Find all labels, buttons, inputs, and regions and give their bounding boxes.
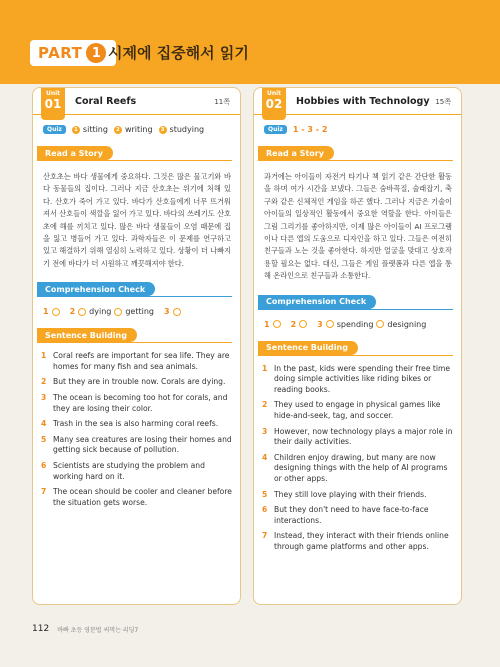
part-title: 시제에 집중해서 읽기 [108, 44, 249, 62]
check-item: 2 [291, 320, 308, 329]
unit-card-01 [32, 87, 241, 605]
unit-header [254, 88, 461, 115]
list-item: 7 The ocean should be cooler and cleaner before the situation gets worse. [41, 487, 232, 507]
section-divider [37, 160, 232, 161]
list-item: 3 The ocean is becoming too hot for corals, and they are losing their color. [41, 393, 228, 413]
footer-title: 바빠 초등 영문법 써먹는 리딩7 [57, 626, 139, 634]
unit-word: Unit [45, 90, 61, 97]
unit-badge [41, 88, 65, 120]
unit-badge [262, 88, 286, 120]
section-divider [37, 296, 232, 297]
story-translation: 산호초는 바다 생물에게 중요하다. 그것은 많은 물고기와 바다 동물들의 집이다. 그러나 지금 산호초는 위기에 처해 있다. 산호가 죽어 가고 있다. 바다가 산호들에게 너무 뜨거워져서 산호들이 색깔을 잃어 가고 있다. 바다의 쓰레기도 산호초에 해를 끼치고 있다. 많은 바다 생물들이 오염 때문에 집을 잃고 병들어 가고 있다. 과학자들은 이 문제를 연구하고 있고 해결하기 위해 열심히 노력하고 있다. 상황이 더 나빠지기 전에 바다가 더 시원하고 깨끗해져야 한다. [43, 172, 231, 268]
section-divider [258, 355, 453, 356]
quiz-option: 2 writing [114, 125, 153, 134]
comprehension-answers [264, 320, 461, 329]
part-word: PART [38, 44, 83, 62]
unit-card-02 [253, 87, 462, 605]
sentence-list [262, 364, 453, 553]
part-badge [30, 40, 116, 66]
list-item: 5 They still love playing with their friends. [262, 489, 427, 499]
story-translation: 과거에는 아이들이 자전거 타기나 책 읽기 같은 간단한 활동을 하며 여가 시간을 보냈다. 그들은 숨바꼭질, 술래잡기, 축구와 같은 신체적인 게임을 하곤 했다. 그러나 지금은 기술이 아이들의 일상적인 활동에서 중요한 역할을 한다. 아이들은 그림 그리기를 좋아하지만, 이제 많은 아이들이 AI 프로그램이나 다른 앱의 도움으로 디자인을 하고 있다. 그들은 여전히 친구들과 노는 것을 좋아한다. 하지만 얼굴을 맞대고 상호작용할 필요는 없다. 대신, 그들은 게임 플랫폼과 다른 앱을 통해 온라인으로 친구들과 소통한다. [264, 172, 452, 281]
list-item: 1 In the past, kids were spending their free time doing simple activities like riding bikes or reading books. [262, 363, 451, 394]
section-divider [258, 160, 453, 161]
quiz-answers [43, 125, 240, 134]
unit-page-ref: 11쪽 [214, 98, 230, 106]
quiz-option: 1 sitting [72, 125, 108, 134]
list-item: 6 Scientists are studying the problem and working hard on it. [41, 461, 205, 481]
list-item: 4 Children enjoy drawing, but many are now designing things with the help of AI programs or other apps. [262, 452, 448, 483]
unit-header [33, 88, 240, 115]
list-item: 2 But they are in trouble now. Corals are dying. [41, 377, 226, 387]
list-item: 2 They used to engage in physical games like hide-and-seek, tag, and soccer. [262, 400, 441, 421]
sentence-building-heading: Sentence Building [258, 341, 358, 355]
read-story-heading: Read a Story [258, 146, 334, 160]
read-story-heading: Read a Story [37, 146, 113, 160]
comprehension-check-heading: Comprehension Check [258, 295, 376, 309]
quiz-answers [264, 125, 461, 134]
unit-title: Coral Reefs [75, 95, 137, 107]
list-item: 1 Coral reefs are important for sea life. They are homes for many fish and sea animals. [41, 351, 230, 371]
list-item: 5 Many sea creatures are losing their homes and getting sick because of pollution. [41, 434, 232, 455]
unit-number: 01 [44, 97, 62, 111]
unit-number: 02 [265, 97, 283, 111]
list-item: 7 Instead, they interact with their friends online through game platforms and other apps. [262, 531, 449, 551]
unit-page-ref: 15쪽 [435, 98, 451, 106]
check-item: 3 [164, 307, 181, 316]
quiz-sequence: 1 - 3 - 2 [292, 125, 328, 134]
check-item: 1 [43, 307, 60, 316]
quiz-badge: Quiz [264, 125, 287, 134]
sentence-building-heading: Sentence Building [37, 328, 137, 342]
check-item: 3 spending designing [317, 319, 427, 329]
sentence-list [41, 351, 232, 508]
check-item: 2 dying getting [69, 307, 154, 317]
comprehension-check-heading: Comprehension Check [37, 282, 155, 296]
comprehension-answers [43, 307, 240, 316]
part-number: 1 [86, 43, 106, 63]
page-footer [32, 624, 138, 634]
check-item: 1 [264, 320, 281, 329]
unit-title: Hobbies with Technology [296, 95, 430, 107]
quiz-badge: Quiz [43, 125, 66, 134]
list-item: 6 But they don't need to have face-to-face interactions. [262, 505, 429, 525]
list-item: 4 Trash in the sea is also harming coral reefs. [41, 419, 219, 429]
unit-word: Unit [266, 90, 282, 97]
section-divider [37, 342, 232, 343]
page-number: 112 [32, 624, 50, 634]
section-divider [258, 309, 453, 310]
list-item: 3 However, now technology plays a major role in their daily activities. [262, 426, 453, 447]
quiz-option: 3 studying [159, 125, 205, 134]
